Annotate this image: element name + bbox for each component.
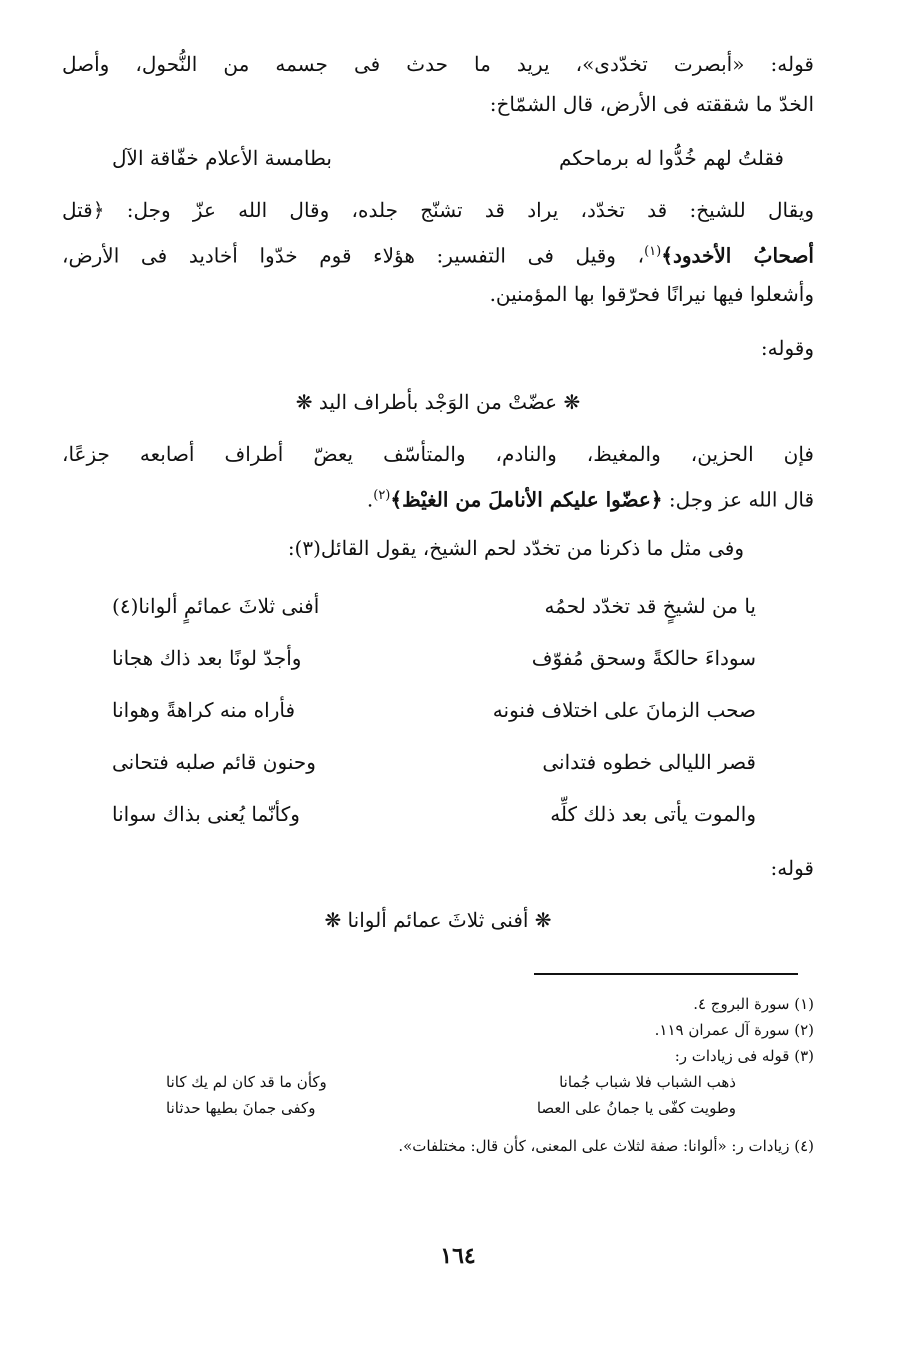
page-number: ١٦٤ [440, 1243, 476, 1269]
label-qawluhu-2: قوله: [770, 856, 814, 880]
poem-line4-right: قصر الليالى خطوه فتدانى [542, 750, 756, 774]
paragraph1-line1: قوله: «أبصرت تخدّدى»، يريد ما حدث فى جسمه من النُّحول، وأصل [62, 52, 814, 76]
footnote-separator [534, 973, 798, 975]
paragraph1-line2: الخدّ ما شققته فى الأرض، قال الشمّاخ: [489, 92, 814, 116]
poem-line5-right: والموت يأتى بعد ذلك كلِّه [550, 802, 756, 826]
footnote-3-verse1-left: وكأن ما قد كان لم يك كانا [166, 1073, 327, 1091]
footnote-ref-1: (١) [644, 244, 662, 259]
quoted-hemistich-2: ❋ أفنى ثلاثَ عمائم ألوانا ❋ [324, 908, 552, 932]
footnote-3-verse2-left: وكفى جمانَ بطيها حدثانا [166, 1099, 316, 1117]
paragraph2-line2-rest: ، وقيل فى التفسير: هؤلاء قوم خدّوا أخاديد فى الأرض، [62, 243, 645, 268]
label-qawluhu-1: وقوله: [760, 336, 814, 360]
quran-quote-anamil: ﴿عضّوا عليكم الأناملَ من الغيْظ﴾ [390, 487, 663, 512]
footnote-3: (٣) قوله فى زيادات ر: [674, 1047, 814, 1065]
poem-line3-right: صحب الزمانَ على اختلاف فنونه [492, 698, 756, 722]
poem-line4-left: وحنون قائم صلبه فتحانى [112, 750, 316, 774]
paragraph2-line3: وأشعلوا فيها نيرانًا فحرّقوا بها المؤمنين. [489, 282, 814, 306]
footnote-3-verse1-right: ذهب الشباب فلا شباب جُمانا [559, 1073, 736, 1091]
paragraph3-line2 [367, 476, 814, 520]
verse1-left-hemistich: بطامسة الأعلام خفّاقة الآل [112, 146, 332, 170]
poem-line1-right: يا من لشيخٍ قد تخدّد لحمُه [544, 594, 756, 618]
footnote-2: (٢) سورة آل عمران ١١٩. [654, 1021, 814, 1039]
paragraph2-line1: ويقال للشيخ: قد تخدّد، يراد قد تشنّج جلده، وقال الله عزّ وجل: ﴿قتل [62, 198, 814, 222]
paragraph3-line2-pre: قال الله عز وجل: [662, 487, 814, 512]
verse1-right-hemistich: فقلتُ لهم خُدُّوا له برماحكم [558, 146, 784, 170]
paragraph4: وفى مثل ما ذكرنا من تخدّد لحم الشيخ، يقول القائل(٣): [287, 536, 744, 560]
poem-line3-left: فأراه منه كراهةً وهوانا [112, 698, 296, 722]
paragraph2-line2 [62, 232, 814, 276]
footnote-ref-2: (٢) [373, 488, 391, 503]
footnote-4: (٤) زيادات ر: «ألوانا: صفة لثلاث على المعنى، كأن قال: مختلفات». [398, 1137, 814, 1155]
poem-line1-left: أفنى ثلاثَ عمائمٍ ألوانا(٤) [112, 594, 320, 618]
paragraph3-line1: فإن الحزين، والمغيظ، والنادم، والمتأسّف يعضّ أطراف أصابعه جزعًا، [62, 442, 814, 466]
poem-line2-left: وأجدّ لونًا بعد ذاك هجانا [112, 646, 302, 670]
footnote-3-verse2-right: وطويت كفّى يا جمانُ على العصا [536, 1099, 736, 1117]
paragraph3-line2-end: . [366, 487, 374, 512]
quoted-hemistich-1: ❋ عضّتْ من الوَجْد بأطراف اليد ❋ [295, 390, 581, 414]
poem-line5-left: وكأنّما يُعنى بذاك سوانا [112, 802, 300, 826]
quran-quote-ukhdud: أصحابُ الأخدود﴾ [661, 243, 814, 268]
footnote-1: (١) سورة البروج ٤. [693, 995, 814, 1013]
poem-line2-right: سوداءَ حالكةً وسحق مُفوّف [531, 646, 756, 670]
